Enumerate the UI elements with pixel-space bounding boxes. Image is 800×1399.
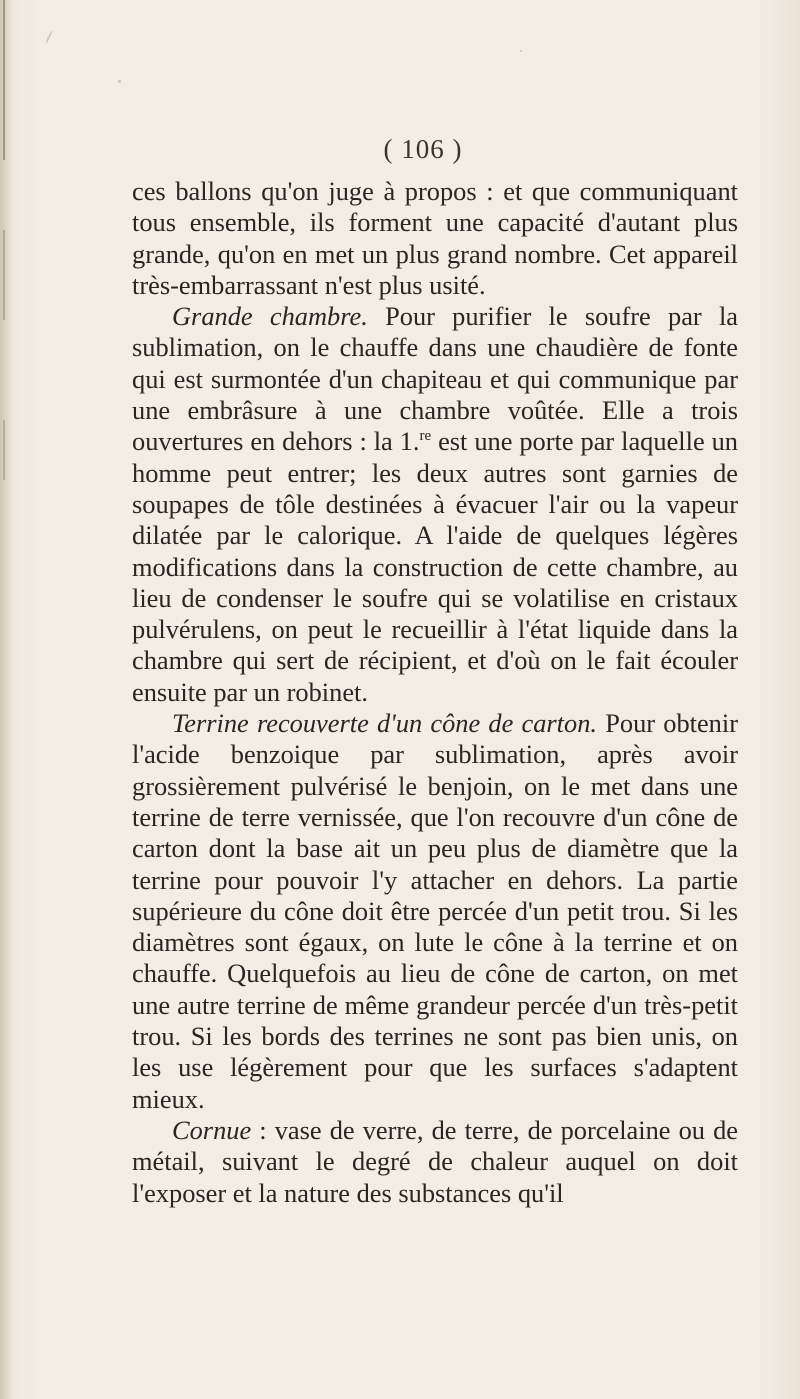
paragraph-text: est une porte par laquelle un homme peut entrer; les deux autres sont garnies de soupapes de tôle destinées à évacuer l'air ou la vapeur dilatée par le calorique. A l'aide de quelques légères modifications dans la construction de cette chambre, au lieu de condenser le soufre qui se volatilise en cristaux pulvérulens, on peut le recueillir à l'état liquide dans la chambre qui sert de récipient, et d'où on le fait écouler ensuite par un robinet. (132, 426, 738, 707)
paragraph-cornue (132, 1115, 738, 1209)
paragraph-text: Pour purifier le soufre par la sublimation, on le chauffe dans une chaudière de fonte qui est surmontée d'un chapiteau et qui communique par une embrâsure à une chambre voûtée. Elle a trois ouvertures en dehors : la 1. (132, 301, 738, 457)
ordinal-superscript: re (419, 428, 432, 445)
paper-mark (118, 80, 121, 83)
paragraph-term: Terrine recouverte d'un cône de carton. (172, 708, 598, 739)
paper-mark (520, 50, 522, 52)
paragraph-term: Grande chambre. (172, 301, 368, 332)
binding-line (3, 230, 5, 320)
paragraph-continuation (132, 176, 738, 301)
binding-line (3, 420, 5, 480)
paragraph-terrine (132, 708, 738, 1115)
paragraph-text: : vase de verre, de terre, de porcelaine ou de métail, suivant le degré de chaleur auquel on doit l'exposer et la nature des substances qu'il (132, 1114, 738, 1208)
page-number: ( 106 ) (383, 134, 463, 164)
paragraph-term: Cornue (172, 1114, 252, 1145)
paper-mark (45, 30, 53, 44)
paragraph-text: Pour obtenir l'acide benzoique par sublimation, après avoir grossièrement pulvérisé le benjoin, on le met dans une terrine de terre vernissée, que l'on recouvre d'un cône de carton dont la base ait un peu plus de diamètre que la terrine pour pouvoir l'y attacher en dehors. La partie supérieure du cône doit être percée d'un petit trou. Si les diamètres sont égaux, on lute le cône à la terrine et on chauffe. Quelquefois au lieu de cône de carton, on met une autre terrine de même grandeur percée d'un très-petit trou. Si les bords des terrines ne sont pas bien unis, on les use légèrement pour que les surfaces s'adaptent mieux. (132, 708, 739, 1114)
paragraph-grande-chambre (132, 301, 738, 708)
body-text (132, 176, 738, 1209)
paragraph-text: ces ballons qu'on juge à propos : et que communiquant tous ensemble, ils forment une capacité d'autant plus grande, qu'on en met un plus grand nombre. Cet appareil très-embarrassant n'est plus usité. (132, 176, 738, 300)
page-binding-edge (0, 0, 12, 1399)
